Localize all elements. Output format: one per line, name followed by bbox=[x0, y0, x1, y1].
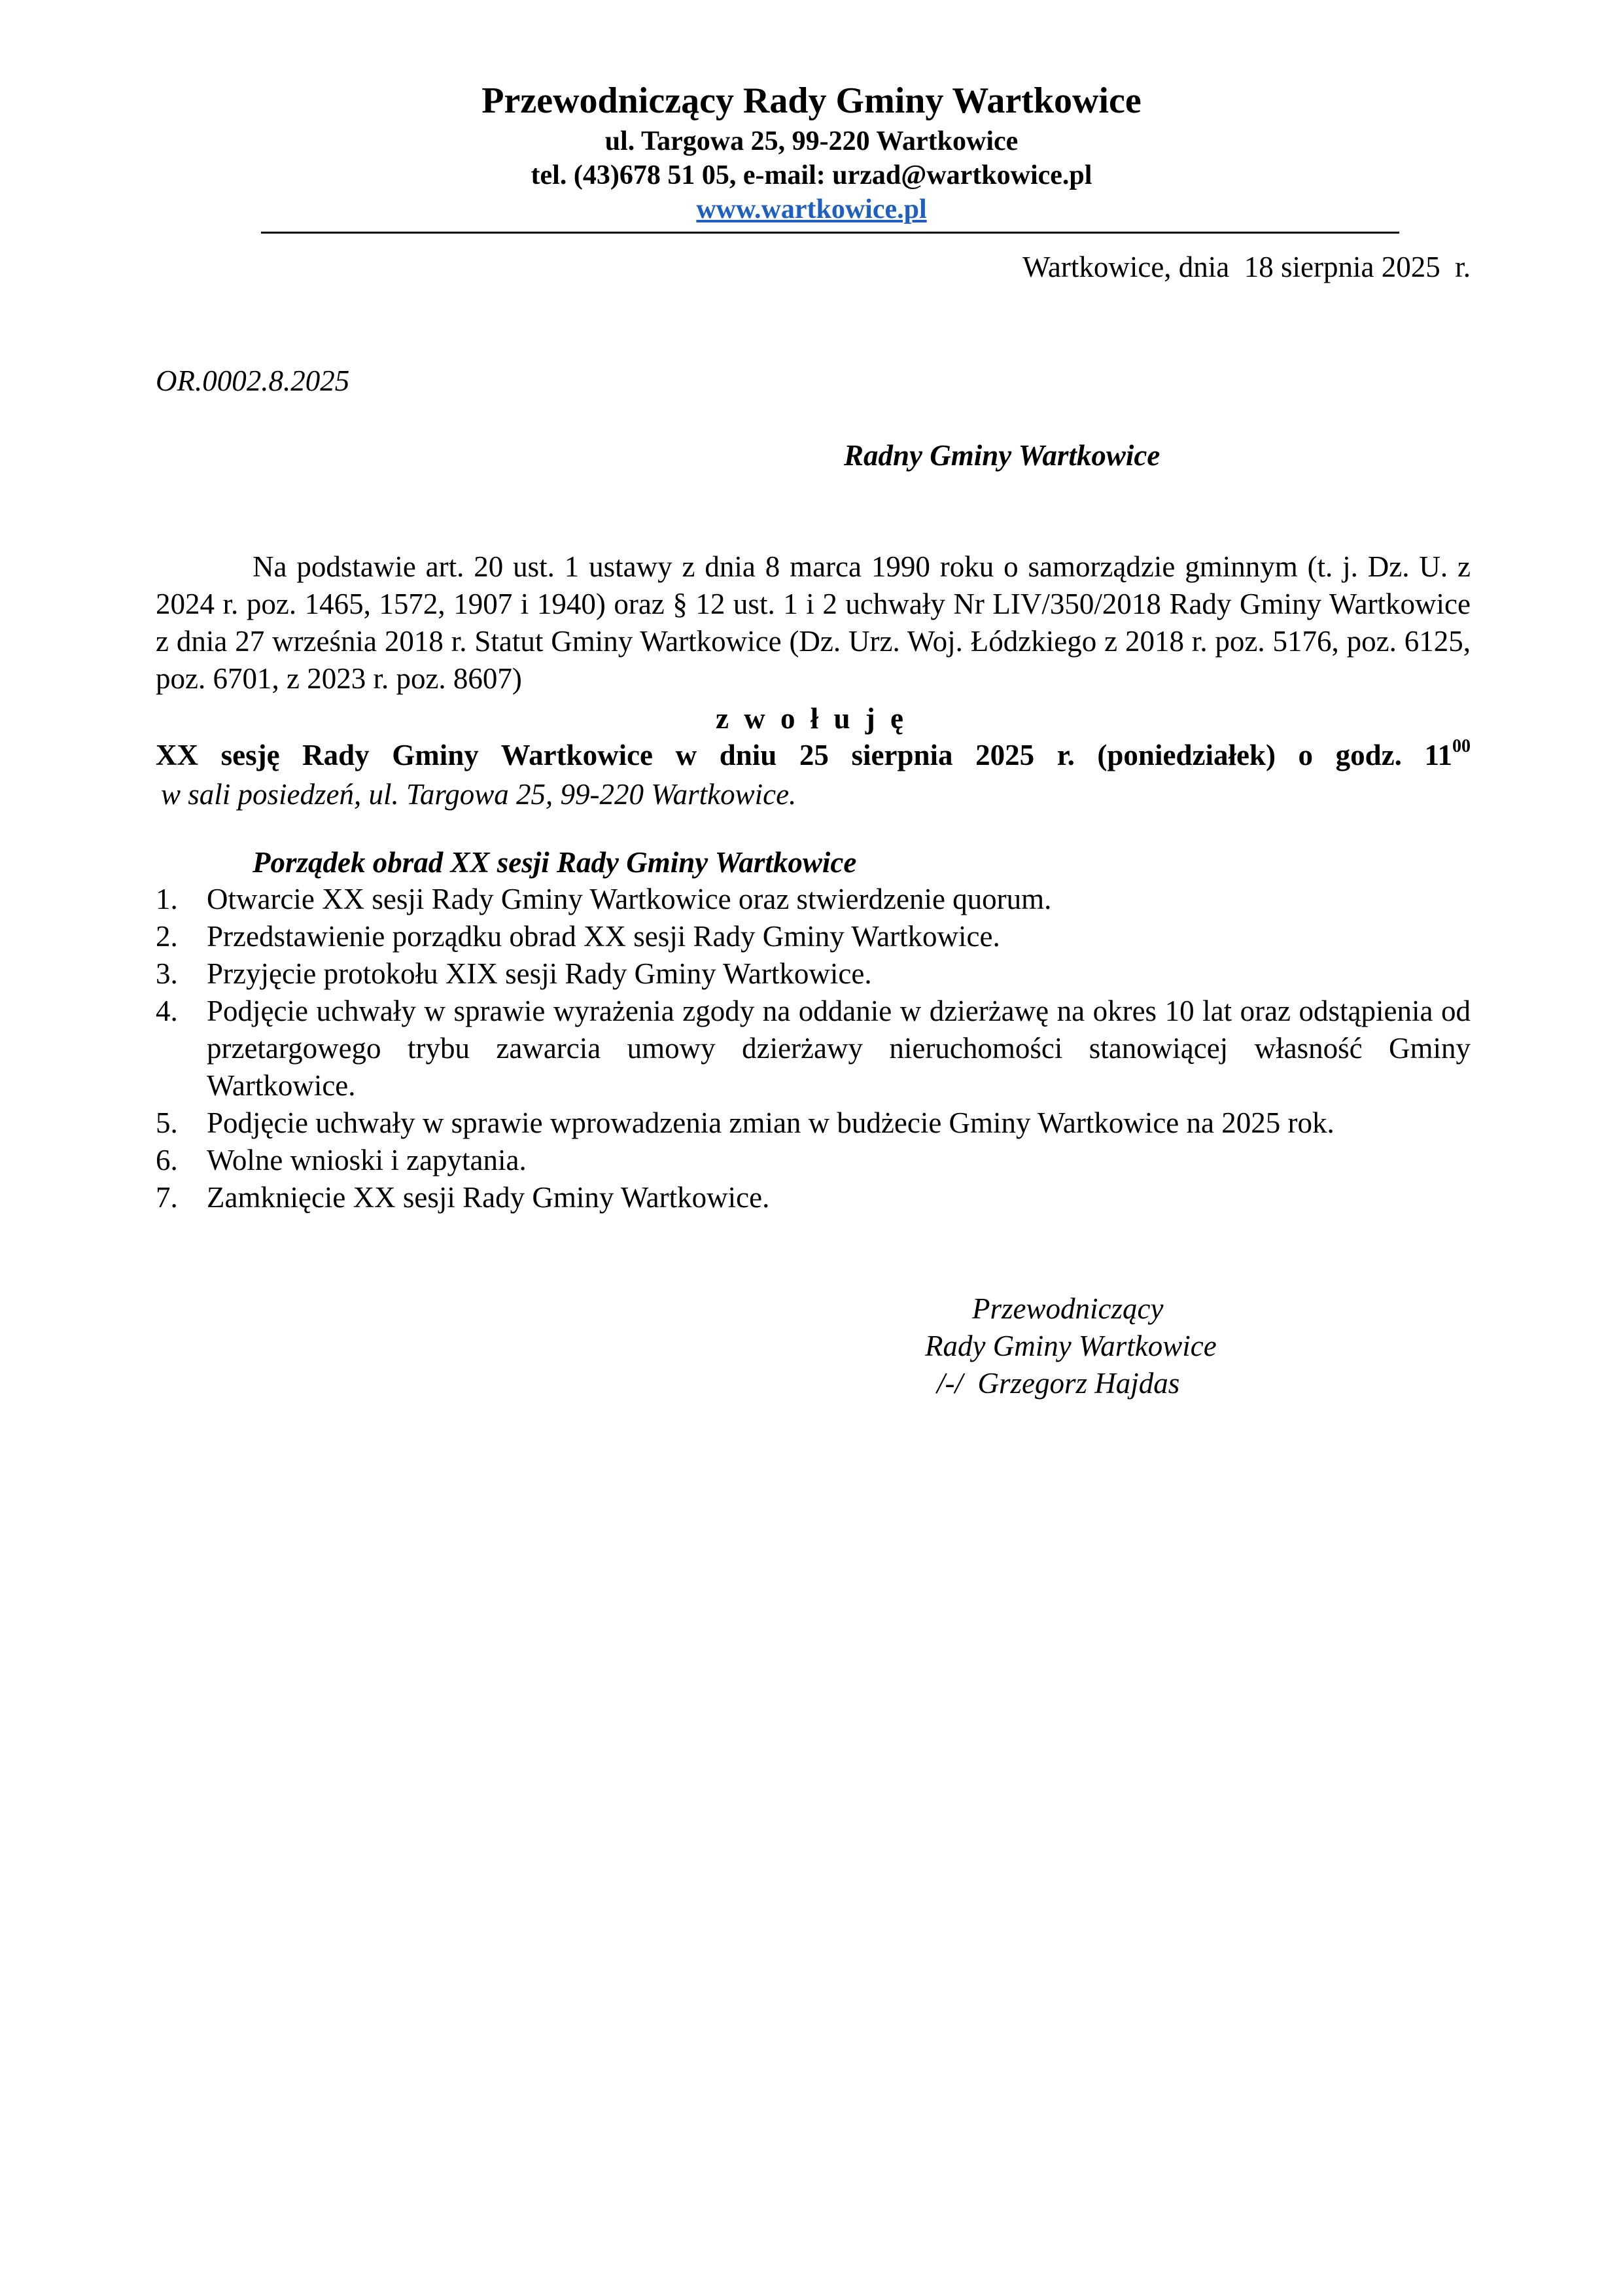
agenda-item bbox=[156, 918, 1471, 955]
signature-name: /-/ Grzegorz Hajdas bbox=[937, 1367, 1180, 1400]
convene-heading: z w o ł u j ę bbox=[716, 702, 907, 735]
agenda-item-text: Podjęcie uchwały w sprawie wprowadzenia zmian w budżecie Gminy Wartkowice na 2025 rok. bbox=[207, 1106, 1335, 1139]
agenda-item-number: 7. bbox=[156, 1181, 178, 1214]
agenda-list bbox=[156, 881, 1471, 1216]
agenda-item-text: Przyjęcie protokołu XIX sesji Rady Gminy Wartkowice. bbox=[207, 957, 872, 990]
session-place: w sali posiedzeń, ul. Targowa 25, 99-220 Wartkowice. bbox=[161, 778, 797, 811]
agenda-title: Porządek obrad XX sesji Rady Gminy Wartkowice bbox=[253, 846, 857, 879]
agenda-item bbox=[156, 955, 1471, 993]
agenda-item-number: 5. bbox=[156, 1106, 178, 1139]
signature-block bbox=[916, 1290, 1308, 1402]
agenda-item-text: Otwarcie XX sesji Rady Gminy Wartkowice oraz stwierdzenie quorum. bbox=[207, 883, 1052, 915]
letterhead-contact: tel. (43)678 51 05, e-mail: urzad@wartkowice.pl bbox=[531, 160, 1092, 190]
agenda-item-text: Zamknięcie XX sesji Rady Gminy Wartkowice. bbox=[207, 1181, 770, 1214]
agenda-item-text: Podjęcie uchwały w sprawie wyrażenia zgody na oddanie w dzierżawę na okres 10 lat oraz odstąpienia od przetargowego trybu zawarcia umowy dzierżawy nieruchomości stanowiącej własność Gminy Wartkowice. bbox=[207, 995, 1471, 1102]
date-line: Wartkowice, dnia 18 sierpnia 2025 r. bbox=[1022, 251, 1471, 283]
session-minutes: 00 bbox=[1452, 736, 1471, 756]
agenda-item-number: 2. bbox=[156, 920, 178, 953]
agenda-item-text: Przedstawienie porządku obrad XX sesji Rady Gminy Wartkowice. bbox=[207, 920, 1000, 953]
agenda-item-number: 4. bbox=[156, 995, 178, 1027]
agenda-item-number: 3. bbox=[156, 957, 178, 990]
agenda-item bbox=[156, 1179, 1471, 1216]
session-announcement bbox=[156, 735, 1471, 775]
agenda-item-text: Wolne wnioski i zapytania. bbox=[207, 1144, 527, 1176]
agenda-item bbox=[156, 881, 1471, 918]
letterhead-address: ul. Targowa 25, 99-220 Wartkowice bbox=[604, 126, 1019, 156]
agenda-item-number: 6. bbox=[156, 1144, 178, 1176]
website-link[interactable]: www.wartkowice.pl bbox=[696, 194, 927, 224]
agenda-item bbox=[156, 1142, 1471, 1179]
agenda-item bbox=[156, 993, 1471, 1104]
letterhead-title: Przewodniczący Rady Gminy Wartkowice bbox=[481, 80, 1142, 121]
signature-role: Przewodniczący bbox=[972, 1292, 1164, 1325]
reference-number: OR.0002.8.2025 bbox=[156, 364, 350, 397]
agenda-item bbox=[156, 1104, 1471, 1142]
addressee: Radny Gminy Wartkowice bbox=[844, 439, 1161, 472]
letterhead bbox=[0, 77, 1623, 226]
agenda-item-number: 1. bbox=[156, 883, 178, 915]
signature-body: Rady Gminy Wartkowice bbox=[925, 1330, 1217, 1362]
session-text: XX sesję Rady Gminy Wartkowice w dniu 25 sierpnia 2025 r. (poniedziałek) o godz. 11 bbox=[156, 739, 1452, 771]
legal-basis-paragraph: Na podstawie art. 20 ust. 1 ustawy z dnia 8 marca 1990 roku o samorządzie gminnym (t. j. Dz. U. z 2024 r. poz. 1465, 1572, 1907 i 1940) oraz § 12 ust. 1 i 2 uchwały Nr LIV/350/2018 Rady Gminy Wartkowice z dnia 27 września 2018 r. Statut Gminy Wartkowice (Dz. Urz. Woj. Łódzkiego z 2018 r. poz. 5176, poz. 6125, poz. 6701, z 2023 r. poz. 8607) bbox=[156, 550, 1471, 695]
header-divider bbox=[261, 232, 1399, 234]
